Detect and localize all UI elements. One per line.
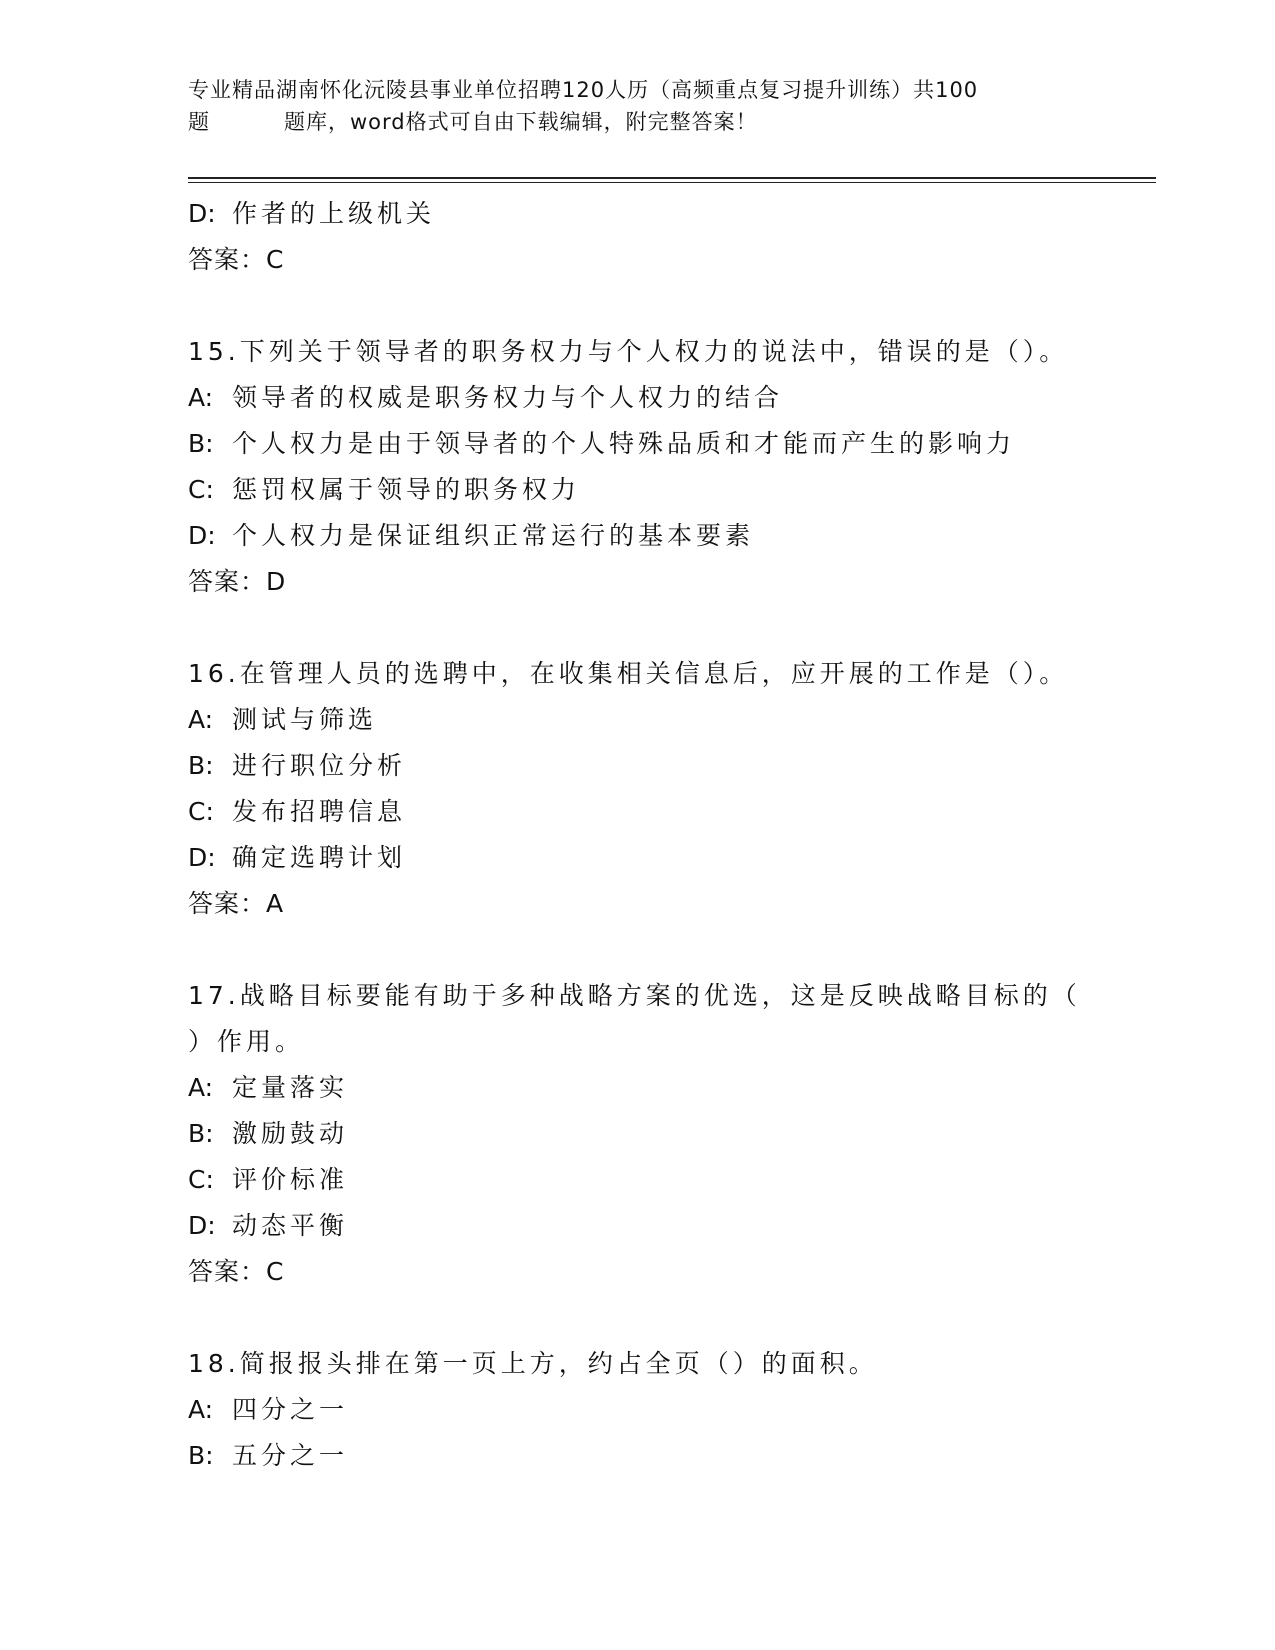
- option-row: [188, 421, 1088, 467]
- header-title-line2: [188, 106, 1088, 138]
- option-label: A:: [188, 1073, 214, 1102]
- option-text: 四分之一: [232, 1395, 349, 1424]
- option-row: [188, 513, 1088, 559]
- option-text: 激励鼓动: [232, 1119, 349, 1148]
- spacer: [188, 283, 1088, 329]
- option-label: A:: [188, 705, 214, 734]
- option-label: D:: [188, 1211, 216, 1240]
- option-text: 评价标准: [232, 1165, 349, 1194]
- header-divider-thin: [188, 182, 1156, 183]
- option-text: 个人权力是保证组织正常运行的基本要素: [232, 521, 755, 550]
- option-row: [188, 1111, 1088, 1157]
- header-divider-thick: [188, 177, 1156, 179]
- option-row: [188, 743, 1088, 789]
- option-row: [188, 1387, 1088, 1433]
- option-text: 确定选聘计划: [232, 843, 407, 872]
- option-text: 个人权力是由于领导者的个人特殊品质和才能而产生的影响力: [232, 429, 1016, 458]
- option-row: [188, 697, 1088, 743]
- option-text: 领导者的权威是职务权力与个人权力的结合: [232, 383, 784, 412]
- option-label: D:: [188, 843, 216, 872]
- option-label: A:: [188, 1395, 214, 1424]
- document-body: [188, 191, 1088, 1479]
- page-header: [188, 74, 1088, 138]
- option-row: [188, 1157, 1088, 1203]
- option-label: B:: [188, 1119, 214, 1148]
- option-label: C:: [188, 797, 214, 826]
- option-label: B:: [188, 429, 214, 458]
- option-label: C:: [188, 1165, 214, 1194]
- option-label: A:: [188, 383, 214, 412]
- option-row: [188, 467, 1088, 513]
- answer-line: 答案：C: [188, 1257, 285, 1286]
- option-row: [188, 835, 1088, 881]
- option-text: 发布招聘信息: [232, 797, 407, 826]
- question-stem-continuation: ）作用。: [188, 1027, 305, 1056]
- answer-line: 答案：D: [188, 567, 287, 596]
- option-text: 五分之一: [232, 1441, 349, 1470]
- answer-line: 答案：A: [188, 889, 285, 918]
- option-text: 进行职位分析: [232, 751, 407, 780]
- option-label: D:: [188, 199, 216, 228]
- spacer: [188, 605, 1088, 651]
- answer-line: 答案：C: [188, 245, 285, 274]
- header-title-line1: 专业精品湖南怀化沅陵县事业单位招聘120人历（高频重点复习提升训练）共100: [188, 78, 979, 102]
- option-text: 测试与筛选: [232, 705, 378, 734]
- question-stem: 17.战略目标要能有助于多种战略方案的优选，这是反映战略目标的（: [188, 981, 1081, 1010]
- spacer: [188, 927, 1088, 973]
- question-stem: 18.简报报头排在第一页上方，约占全页（）的面积。: [188, 1349, 878, 1378]
- option-row: [188, 375, 1088, 421]
- question-stem: 16.在管理人员的选聘中，在收集相关信息后，应开展的工作是（）。: [188, 659, 1069, 688]
- option-label: B:: [188, 751, 214, 780]
- header-title-line2-start: 题: [188, 110, 210, 134]
- option-label: C:: [188, 475, 214, 504]
- option-label: D:: [188, 521, 216, 550]
- option-text: 作者的上级机关: [232, 199, 436, 228]
- option-row: [188, 1203, 1088, 1249]
- option-text: 定量落实: [232, 1073, 349, 1102]
- option-text: 动态平衡: [232, 1211, 349, 1240]
- option-row: [188, 789, 1088, 835]
- option-text: 惩罚权属于领导的职务权力: [232, 475, 581, 504]
- option-label: B:: [188, 1441, 214, 1470]
- spacer: [188, 1295, 1088, 1341]
- option-row: [188, 1433, 1088, 1479]
- header-title-line2-rest: 题库，word格式可自由下载编辑，附完整答案！: [284, 110, 758, 134]
- option-row: [188, 191, 1088, 237]
- question-stem: 15.下列关于领导者的职务权力与个人权力的说法中，错误的是（）。: [188, 337, 1069, 366]
- option-row: [188, 1065, 1088, 1111]
